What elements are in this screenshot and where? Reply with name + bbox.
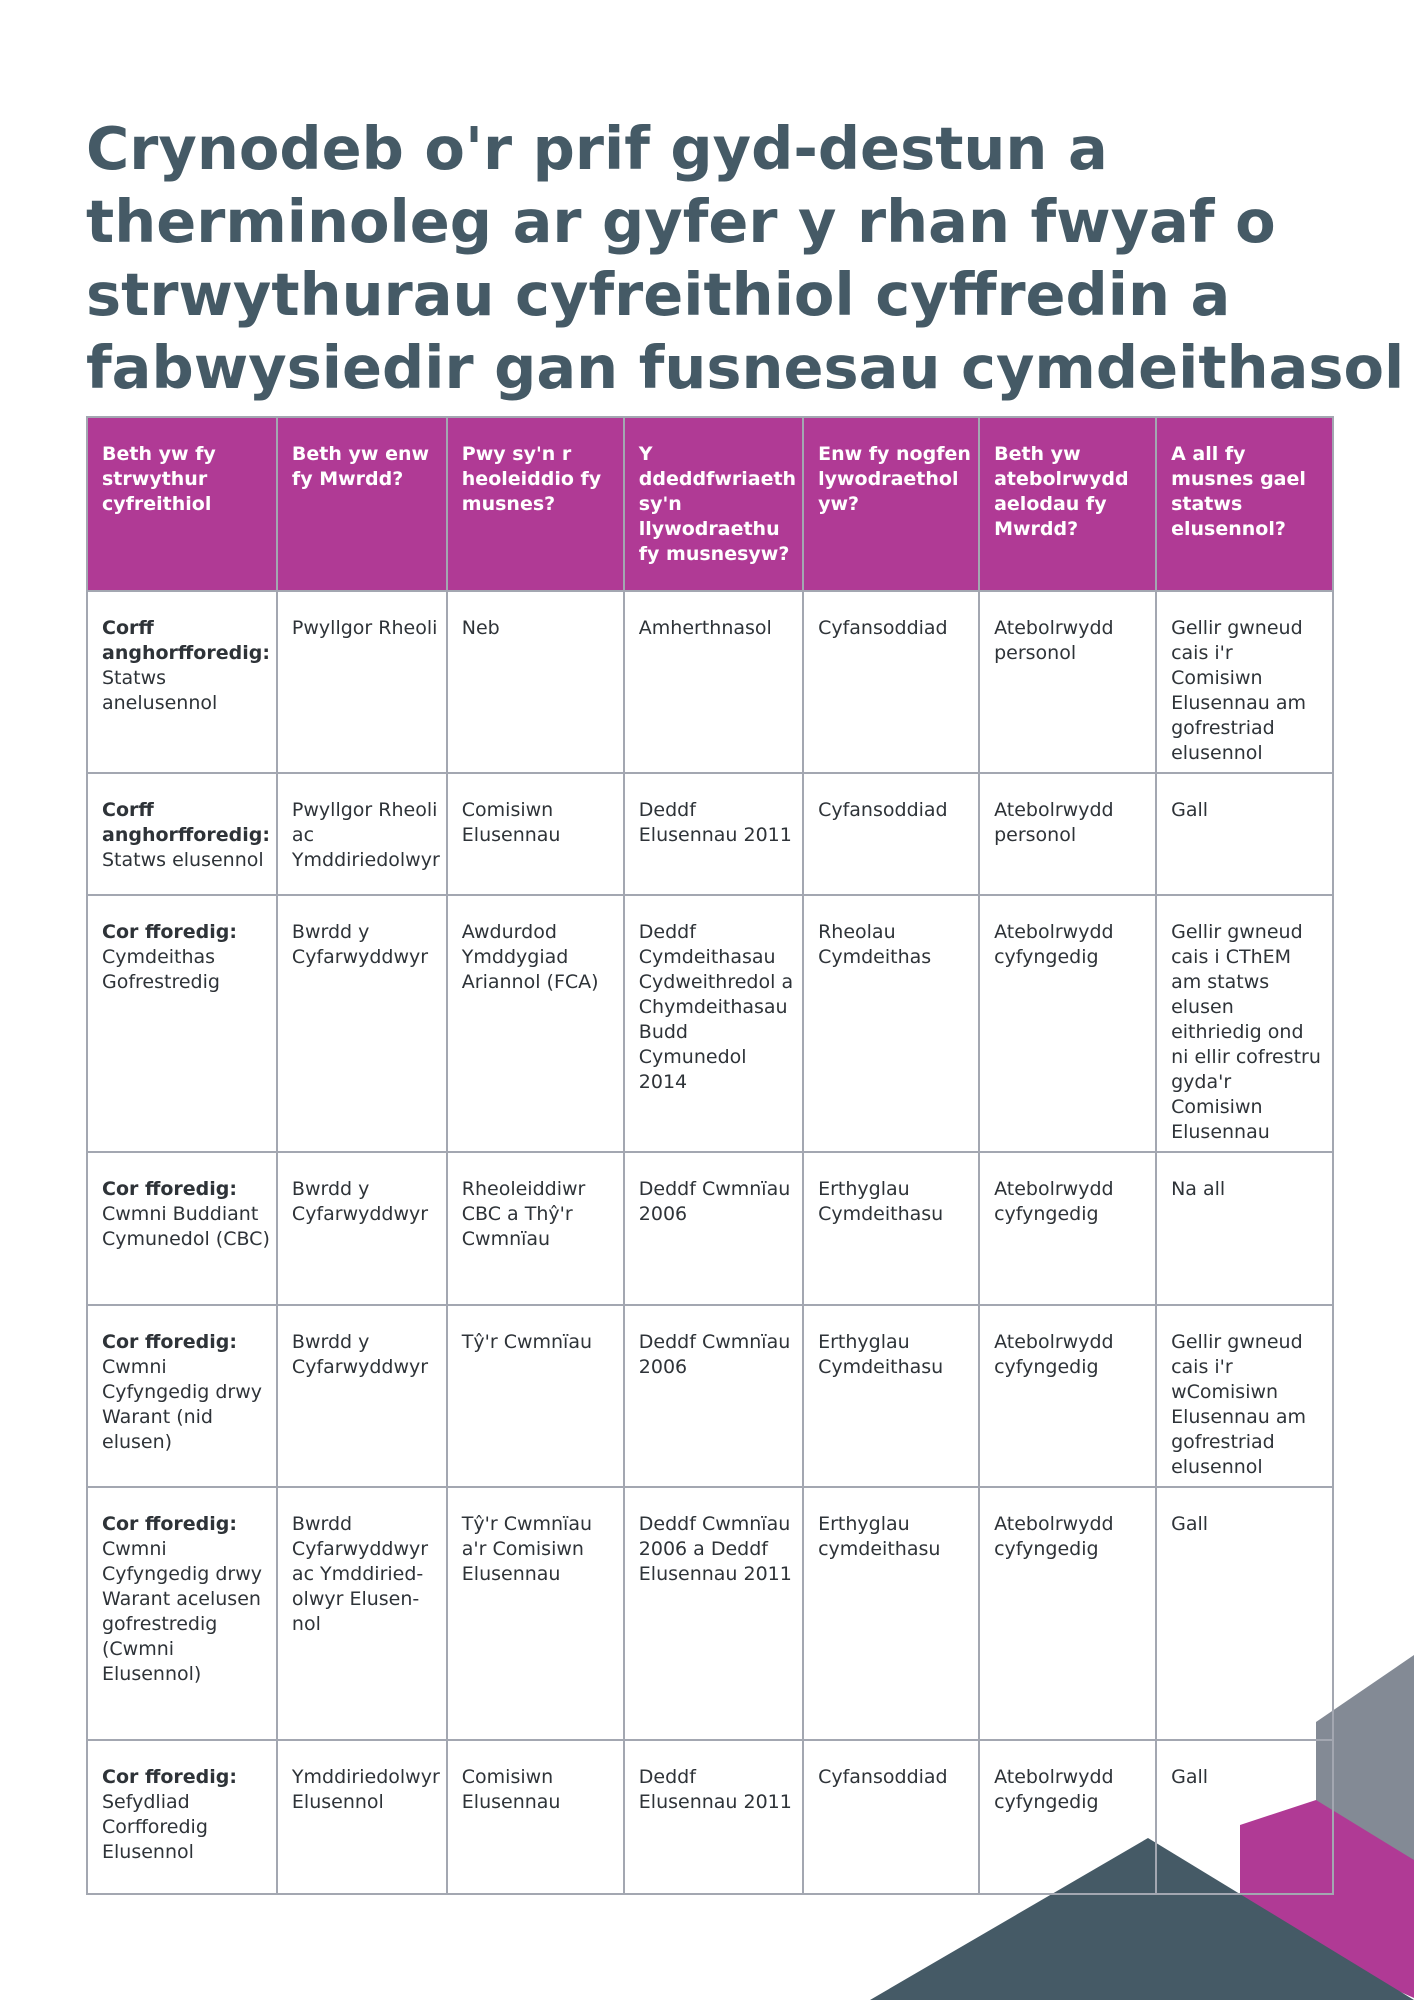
cell-structure bbox=[87, 895, 277, 1152]
page-title bbox=[86, 112, 1405, 404]
cell-board: Ymddiriedolwyr Elusennol bbox=[277, 1740, 447, 1894]
table-row bbox=[87, 1740, 1333, 1894]
table-row bbox=[87, 773, 1333, 895]
cell-document: Erthyglau Cymdeithasu bbox=[803, 1305, 979, 1487]
header-liability: Beth yw atebolrwydd aelodau fy Mwrdd? bbox=[979, 417, 1156, 591]
cell-charitable: Gall bbox=[1156, 1740, 1333, 1894]
title-line-1: Crynodeb o'r prif gyd-destun a bbox=[86, 114, 1108, 183]
cell-regulator: Neb bbox=[447, 591, 624, 773]
cell-charitable: Gellir gwneud cais i'r wComisiwn Elusennau am gofrestriad elusennol bbox=[1156, 1305, 1333, 1487]
cell-charitable: Gellir gwneud cais i'r Comisiwn Elusennau am gofrestriad elusennol bbox=[1156, 591, 1333, 773]
cell-liability: Atebolrwydd cyfyngedig bbox=[979, 895, 1156, 1152]
structure-lead: Cor fforedig: bbox=[102, 1178, 237, 1200]
cell-liability: Atebolrwydd cyfyngedig bbox=[979, 1305, 1156, 1487]
structure-rest: Cwmni Cyfyngedig drwy Warant (nid elusen) bbox=[102, 1356, 262, 1453]
structure-lead: Cor fforedig: bbox=[102, 1766, 237, 1788]
cell-charitable: Gall bbox=[1156, 1487, 1333, 1740]
title-line-2: therminoleg ar gyfer y rhan fwyaf o bbox=[86, 187, 1276, 256]
table-row bbox=[87, 1487, 1333, 1740]
cell-document: Rheolau Cymdeithas bbox=[803, 895, 979, 1152]
header-regulator: Pwy sy'n r heoleiddio fy musnes? bbox=[447, 417, 624, 591]
header-legislation: Y ddeddfwriaeth sy'n llywodraethu fy musnesyw? bbox=[624, 417, 803, 591]
cell-liability: Atebolrwydd personol bbox=[979, 591, 1156, 773]
cell-board: Bwrdd Cyfarwyddwyr ac Ymddiried-olwyr Elusen-nol bbox=[277, 1487, 447, 1740]
cell-legislation: Deddf Elusennau 2011 bbox=[624, 773, 803, 895]
structure-lead: Corff anghorfforedig: bbox=[102, 617, 270, 664]
title-line-3: strwythurau cyfreithiol cyffredin a bbox=[86, 260, 1231, 329]
cell-board: Bwrdd y Cyfarwyddwyr bbox=[277, 1152, 447, 1305]
cell-structure bbox=[87, 1152, 277, 1305]
cell-board: Pwyllgor Rheoli ac Ymddiriedolwyr bbox=[277, 773, 447, 895]
table-row bbox=[87, 1305, 1333, 1487]
structure-lead: Corff anghorfforedig: bbox=[102, 799, 270, 846]
cell-legislation: Deddf Cwmnïau 2006 bbox=[624, 1152, 803, 1305]
cell-regulator: Comisiwn Elusennau bbox=[447, 1740, 624, 1894]
cell-legislation: Deddf Cwmnïau 2006 a Deddf Elusennau 2011 bbox=[624, 1487, 803, 1740]
table-row bbox=[87, 591, 1333, 773]
cell-legislation: Deddf Cwmnïau 2006 bbox=[624, 1305, 803, 1487]
cell-regulator: Tŷ'r Cwmnïau a'r Comisiwn Elusennau bbox=[447, 1487, 624, 1740]
cell-structure bbox=[87, 1487, 277, 1740]
cell-document: Cyfansoddiad bbox=[803, 1740, 979, 1894]
header-structure: Beth yw fy strwythur cyfreithiol bbox=[87, 417, 277, 591]
table-header-row bbox=[87, 417, 1333, 591]
cell-liability: Atebolrwydd cyfyngedig bbox=[979, 1152, 1156, 1305]
title-line-4: fabwysiedir gan fusnesau cymdeithasol bbox=[86, 333, 1405, 402]
header-document: Enw fy nogfen lywodraethol yw? bbox=[803, 417, 979, 591]
structure-lead: Cor fforedig: bbox=[102, 1513, 237, 1535]
structure-lead: Cor fforedig: bbox=[102, 1331, 237, 1353]
cell-charitable: Gall bbox=[1156, 773, 1333, 895]
cell-liability: Atebolrwydd cyfyngedig bbox=[979, 1487, 1156, 1740]
cell-regulator: Rheoleiddiwr CBC a Thŷ'r Cwmnïau bbox=[447, 1152, 624, 1305]
cell-liability: Atebolrwydd personol bbox=[979, 773, 1156, 895]
cell-board: Bwrdd y Cyfarwyddwyr bbox=[277, 895, 447, 1152]
cell-board: Bwrdd y Cyfarwyddwyr bbox=[277, 1305, 447, 1487]
cell-legislation: Amherthnasol bbox=[624, 591, 803, 773]
cell-structure bbox=[87, 1740, 277, 1894]
cell-charitable: Gellir gwneud cais i CThEM am statws elusen eithriedig ond ni ellir cofrestru gyda'r Comisiwn Elusennau bbox=[1156, 895, 1333, 1152]
table-row bbox=[87, 1152, 1333, 1305]
cell-regulator: Tŷ'r Cwmnïau bbox=[447, 1305, 624, 1487]
cell-structure bbox=[87, 1305, 277, 1487]
cell-structure bbox=[87, 773, 277, 895]
legal-structures-table bbox=[86, 416, 1334, 1895]
structure-lead: Cor fforedig: bbox=[102, 921, 237, 943]
structure-rest: Cwmni Buddiant Cymunedol (CBC) bbox=[102, 1203, 270, 1250]
structure-rest: Statws elusennol bbox=[102, 849, 264, 871]
cell-board: Pwyllgor Rheoli bbox=[277, 591, 447, 773]
structure-rest: Statws anelusennol bbox=[102, 667, 218, 714]
structure-rest: Cwmni Cyfyngedig drwy Warant acelusen gofrestredig (Cwmni Elusennol) bbox=[102, 1538, 262, 1685]
cell-regulator: Comisiwn Elusennau bbox=[447, 773, 624, 895]
cell-document: Cyfansoddiad bbox=[803, 591, 979, 773]
cell-document: Cyfansoddiad bbox=[803, 773, 979, 895]
cell-liability: Atebolrwydd cyfyngedig bbox=[979, 1740, 1156, 1894]
structure-rest: Cymdeithas Gofrestredig bbox=[102, 946, 220, 993]
cell-document: Erthyglau cymdeithasu bbox=[803, 1487, 979, 1740]
structure-rest: Sefydliad Corfforedig Elusennol bbox=[102, 1791, 208, 1863]
cell-structure bbox=[87, 591, 277, 773]
cell-legislation: Deddf Cymdeithasau Cydweithredol a Chymdeithasau Budd Cymunedol 2014 bbox=[624, 895, 803, 1152]
header-board: Beth yw enw fy Mwrdd? bbox=[277, 417, 447, 591]
table-row bbox=[87, 895, 1333, 1152]
cell-legislation: Deddf Elusennau 2011 bbox=[624, 1740, 803, 1894]
cell-document: Erthyglau Cymdeithasu bbox=[803, 1152, 979, 1305]
cell-regulator: Awdurdod Ymddygiad Ariannol (FCA) bbox=[447, 895, 624, 1152]
header-charitable: A all fy musnes gael statws elusennol? bbox=[1156, 417, 1333, 591]
cell-charitable: Na all bbox=[1156, 1152, 1333, 1305]
